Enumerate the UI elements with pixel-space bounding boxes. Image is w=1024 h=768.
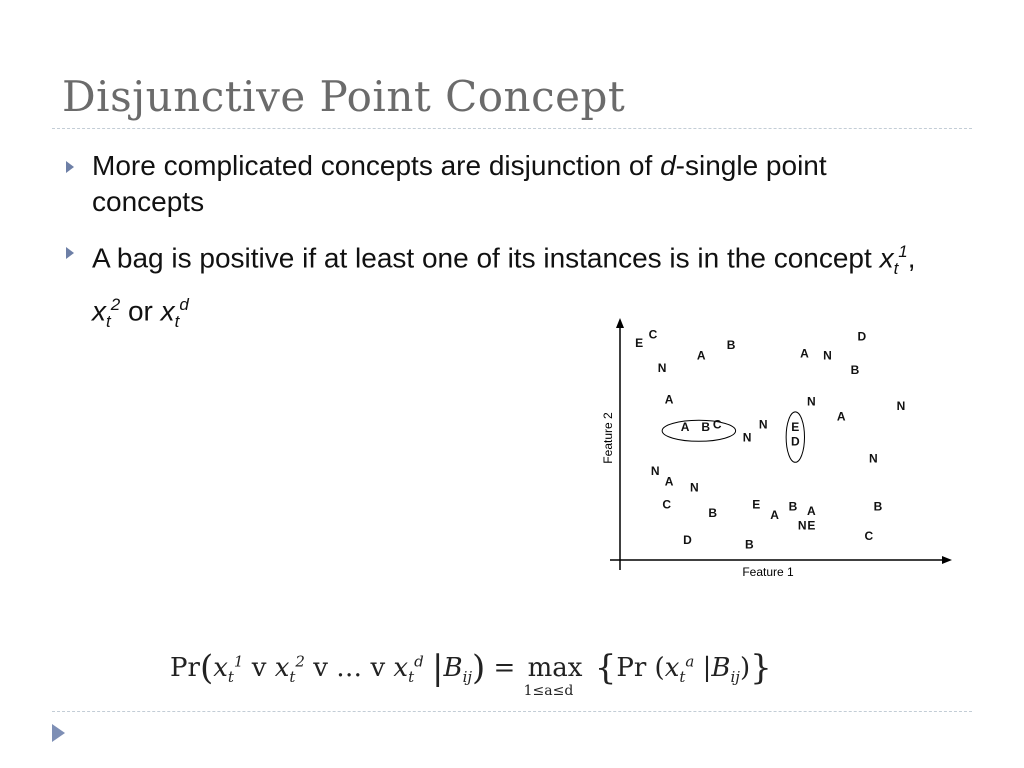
formula-sup-d: d — [414, 652, 424, 671]
data-point-label: C — [648, 327, 658, 342]
formula-pr: Pr — [170, 653, 200, 683]
data-point-label: D — [790, 434, 800, 449]
concept-sub-t: t — [106, 311, 111, 331]
data-point-label: D — [683, 533, 692, 548]
formula-max-operator — [523, 653, 583, 699]
formula-sub-ij: ij — [730, 668, 740, 687]
concept-sup-d: d — [179, 294, 189, 314]
data-point-label: A — [680, 419, 690, 434]
data-point-label: D — [857, 329, 867, 344]
x-axis-label: Feature 1 — [742, 565, 794, 579]
data-point-label: B — [788, 499, 798, 514]
data-point-label: A — [664, 474, 674, 489]
formula-x: x — [664, 653, 680, 683]
formula-or: v — [370, 653, 386, 683]
data-point-label: B — [708, 505, 717, 520]
slide-title: Disjunctive Point Concept — [62, 72, 626, 121]
concept-sup-2: 2 — [110, 294, 121, 314]
data-point-label: N — [797, 518, 807, 533]
concept-comma: , — [907, 242, 916, 274]
formula-sub-t: t — [289, 668, 296, 687]
bullet-item-1 — [62, 148, 942, 220]
data-point-label: E — [791, 419, 800, 434]
bullet-italic-d: d — [660, 150, 676, 181]
formula-x: x — [393, 653, 409, 683]
concept-sup-1: 1 — [898, 242, 908, 261]
bullet-arrow-icon — [66, 161, 74, 173]
scatter-plot — [596, 316, 956, 584]
bullet-text: -single point concepts — [92, 150, 827, 217]
data-point-label: A — [664, 392, 674, 407]
formula-sup-2: 2 — [295, 652, 305, 671]
data-point-label: A — [807, 503, 816, 518]
data-point-label: A — [836, 409, 846, 424]
data-point-label: E — [807, 518, 816, 533]
data-point-label: N — [689, 480, 699, 495]
data-point-label: E — [752, 497, 761, 512]
data-point-label: B — [873, 499, 883, 514]
data-point-label: N — [896, 398, 906, 413]
formula-equals: = — [493, 653, 516, 683]
y-axis-label: Feature 2 — [601, 412, 615, 464]
data-point-label: N — [807, 394, 816, 409]
formula-bag: B — [443, 653, 463, 683]
data-point-label: A — [696, 348, 706, 363]
data-point-label: B — [745, 537, 754, 552]
bullet-arrow-icon — [66, 247, 74, 259]
formula-sup-a: a — [685, 652, 695, 671]
data-point-label: B — [726, 337, 736, 352]
formula-sub-t: t — [679, 668, 686, 687]
data-point-label: E — [635, 335, 644, 350]
formula-sub-t: t — [408, 668, 415, 687]
data-point-label: B — [850, 363, 860, 378]
data-point-label: N — [650, 463, 660, 478]
x-axis-arrow — [942, 556, 952, 564]
concept-xd: x — [160, 295, 175, 327]
y-axis-arrow — [616, 318, 624, 328]
concept-ellipse — [662, 417, 735, 441]
concept-sub-t: t — [893, 258, 899, 278]
data-point-label: N — [869, 451, 878, 466]
title-divider — [52, 128, 972, 129]
data-point-label: B — [701, 419, 711, 434]
bullet-text: More complicated concepts are disjunction of — [92, 150, 661, 181]
concept-sub-t: t — [174, 311, 180, 331]
data-point-label: C — [712, 417, 722, 432]
data-point-label: N — [823, 348, 832, 363]
concept-x1: x — [879, 242, 894, 274]
concept-x2: x — [92, 295, 106, 327]
data-point-label: N — [758, 417, 768, 432]
formula-max-range: 1≤a≤d — [523, 683, 574, 699]
probability-formula: $Pr(x_t^1$ v $x_t^2$ v … v $x_t^d$ $|B_{ij}) = \max$ 1≤a≤d {Pr ($x_t^a$ $|B_{ij}$)} — [170, 648, 772, 699]
formula-x: x — [274, 653, 290, 683]
concept-or: or — [120, 295, 161, 327]
next-slide-arrow-icon[interactable] — [52, 724, 65, 742]
formula-or: v — [313, 653, 328, 683]
data-point-label: C — [864, 529, 874, 543]
data-point-label: N — [742, 430, 752, 445]
formula-pr: Pr — [616, 653, 647, 683]
data-point-label: C — [662, 497, 672, 512]
formula-sub-t: t — [227, 668, 234, 687]
bullet-text: A bag is positive if at least one of its instances is in the concept — [92, 242, 880, 274]
data-point-label: N — [657, 361, 667, 375]
formula-x: x — [213, 653, 228, 683]
formula-max: max — [527, 653, 583, 683]
formula-sup-1: 1 — [233, 652, 244, 671]
data-point-label: A — [770, 508, 779, 522]
formula-ellipsis: … — [336, 653, 363, 683]
formula-sub-ij: ij — [462, 668, 473, 687]
footer-divider — [52, 711, 972, 712]
formula-or: v — [251, 653, 267, 683]
formula-bag: B — [711, 653, 731, 683]
data-point-label: A — [800, 346, 809, 361]
